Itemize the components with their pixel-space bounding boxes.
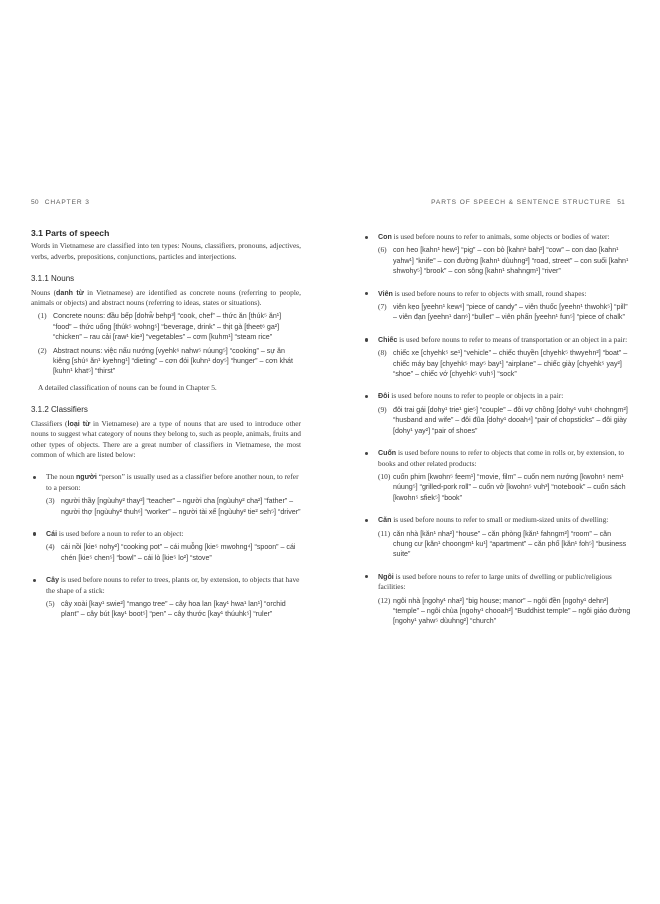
example-4	[46, 542, 301, 563]
example-number: (6)	[378, 245, 387, 255]
example-6	[378, 245, 631, 276]
bullet-con	[363, 232, 631, 242]
bullet-ngoi	[363, 572, 631, 593]
classifiers-text-before: Classifiers (	[31, 418, 68, 428]
bullet-cuon	[363, 448, 631, 469]
running-head-right	[431, 199, 631, 206]
chapter-label: CHAPTER 3	[44, 199, 90, 206]
example-text: cuốn phim [kwohn⁵ feem¹] “movie, film” – cuốn nem nướng [kwohn⁵ nem¹ núung⁵] “grilled-pork roll” – cuốn vở [kwohn⁵ vuh³] “notebook” – cuốn sách [kwohn⁵ sfiek⁵] “book”	[393, 472, 626, 502]
example-number: (1)	[38, 311, 47, 321]
bullet-text: is used before nouns to refer to objects that come in rolls or, by extension, to books and other related products:	[378, 448, 625, 468]
example-text: Concrete nouns: đầu bếp [dohw̃ behp³] “cook, chef” – thức ăn [thúk⁵ ăn¹] “food” – thức uống [thúk⁵ wohng⁵] “beverage, drink” – thịt gà [theet⁶ ga²] “chicken” – rau cải [raw¹ kie³] “vegetables” – cơm [kuhm¹] “steam rice”	[53, 312, 282, 342]
example-12	[378, 596, 631, 627]
example-number: (9)	[378, 404, 387, 414]
example-2	[38, 346, 301, 377]
example-11	[378, 529, 631, 560]
classifiers-term: loại từ	[67, 419, 91, 428]
example-text: cái nồi [kie⁵ nohy²] “cooking pot” – cái muỗng [kie⁵ mwohng⁴] “spoon” – cái chén [kie⁵ chen⁵] “bowl” – cái lò [kie⁵ lo²] “stove”	[61, 543, 296, 562]
example-text: cây xoài [kay¹ swie²] “mango tree” – cây hoa lan [kay¹ hwa¹ lan¹] “orchid plant” – cây bút [kay¹ boot⁵] “pen” – cây thước [kay¹ thúuhk⁵] “ruler”	[61, 599, 286, 619]
example-number: (2)	[38, 345, 47, 355]
nouns-term: danh từ	[56, 288, 84, 297]
example-number: (8)	[378, 348, 387, 358]
bullet-doi	[363, 391, 631, 401]
example-3	[46, 496, 301, 517]
bullet-term: Viên	[378, 289, 393, 298]
example-number: (10)	[378, 471, 391, 481]
bullet-text: is used before nouns to refer to trees, plants or, by extension, to objects that have the shape of a stick:	[46, 575, 300, 595]
nouns-text-after: in Vietnamese) are identified as concrete nouns (referring to people, animals or objects) and abstract nouns (referring to ideas, states or situations).	[31, 287, 301, 308]
bullet-cai	[31, 529, 301, 539]
bullet-text: is used before nouns to refer to means of transportation or an object in a pair:	[397, 334, 628, 344]
right-page	[363, 214, 631, 630]
subsection-heading-nouns: 3.1.1 Nouns	[31, 274, 75, 284]
section-heading-parts-of-speech: 3.1 Parts of speech	[31, 228, 110, 238]
bullet-text: is used before nouns to refer to objects with small, round shapes:	[392, 288, 587, 298]
bullet-term: Cây	[46, 576, 60, 585]
nouns-text-before: Nouns (	[31, 287, 57, 297]
example-number: (4)	[46, 542, 55, 552]
bullet-text: is used before nouns to refer to people or objects in a pair:	[389, 391, 564, 401]
bullet-nguoi	[31, 472, 301, 493]
nouns-paragraph	[31, 288, 301, 309]
bullet-text: “person” is usually used as a classifier before another noun, to refer to a person:	[46, 472, 299, 492]
example-text: Abstract nouns: việc nấu nướng [vyehk⁶ nahw⁵ núung⁵] “cooking” – sự ăn kiêng [shú⁶ ăn¹ kyehng¹] “dieting” – cơn đói [kuhn¹ doy⁵] “hunger” – cơn khát [kuhn¹ khat⁵] “thirst”	[53, 346, 293, 376]
example-number: (3)	[46, 496, 55, 506]
page-number-left: 50	[31, 199, 39, 206]
bullet-chiec	[363, 335, 631, 345]
bullet-vien	[363, 289, 631, 299]
example-7	[378, 302, 631, 323]
example-text: chiếc xe [chyehk⁵ se¹] “vehicle” – chiếc thuyền [chyehk⁵ thwyehn²] “boat” – chiếc máy bay [chyehk⁵ may⁵ bay¹] “airplane” – chiếc giày [chyehk⁵ yay²] “shoe” – chiếc vớ [chyehk⁵ vuh⁵] “sock”	[393, 349, 628, 379]
example-number: (7)	[378, 302, 387, 312]
intro-paragraph: Words in Vietnamese are classified into ten types: Nouns, classifiers, pronouns, adjectives, verbs, adverbs, prepositions, conjunctions, particles and interjections.	[31, 241, 301, 261]
example-text: đôi trai gái [dohy¹ trie¹ gie⁵] “couple” – đôi vợ chồng [dohy¹ vuh⁶ chohngm²] “husband and wife” – đôi đũa [dohy¹ dooah⁴] “pair of chopsticks” – đôi giày [dohy¹ yay²] “pair of shoes”	[393, 405, 628, 435]
bullet-term: người	[75, 473, 97, 482]
bullet-text: is used before nouns to refer to small or medium-sized units of dwelling:	[391, 515, 609, 525]
example-number: (11)	[378, 528, 391, 538]
bullet-text: is used before a noun to refer to an object:	[57, 528, 184, 538]
bullet-can	[363, 515, 631, 525]
page-number-right: 51	[617, 199, 625, 206]
bullet-term: Cái	[46, 529, 58, 538]
bullet-text: is used before nouns to refer to animals, some objects or bodies of water:	[391, 232, 610, 241]
example-9	[378, 405, 631, 436]
nouns-note: A detailed classification of nouns can be found in Chapter 5.	[38, 382, 217, 392]
bullet-term: Đôi	[378, 392, 390, 401]
bullet-term: Con	[378, 233, 392, 241]
running-head-left	[31, 199, 90, 206]
example-text: người thầy [ngùuhy² thay²] “teacher” – người cha [ngùuhy² cha²] “father” – người thợ [ngùuhy² thuh⁶] “worker” – người tài xế [ngùuhy² tie² seh⁵] “driver”	[61, 497, 301, 516]
example-text: con heo [kahn¹ hew¹] “pig” – con bò [kahn¹ bah²] “cow” – con dao [kahn¹ yahw¹] “knife” – con đường [kahn¹ dùuhng²] “road, street” – con suối [kahn¹ shwohy⁵] “brook” – con sông [kahn¹ shahngm¹] “river”	[393, 246, 629, 276]
bullet-term: Căn	[378, 516, 392, 525]
example-number: (12)	[378, 595, 391, 605]
example-10	[378, 472, 631, 503]
subsection-heading-classifiers: 3.1.2 Classifiers	[31, 405, 88, 415]
example-5	[46, 599, 301, 620]
example-8	[378, 348, 631, 379]
section-running-title: PARTS OF SPEECH & SENTENCE STRUCTURE	[431, 199, 612, 206]
bullet-term: Ngôi	[378, 572, 394, 581]
example-text: viên kẹo [yeehn¹ kew⁶] “piece of candy” – viên thuốc [yeehn¹ thwohk⁵] “pill” – viên đạn [yeehn¹ dan⁶] “bullet” – viên phấn [yeehn¹ fun⁵] “piece of chalk”	[393, 303, 628, 322]
classifiers-paragraph	[31, 419, 301, 461]
example-text: căn nhà [kăn¹ nha²] “house” – căn phòng [kăn¹ fahngm²] “room” – căn chung cư [kăn¹ choongm¹ ku¹] “apartment” – căn phố [kăn¹ foh⁵] “business suite”	[393, 529, 627, 559]
left-page	[31, 214, 301, 623]
example-text: ngôi nhà [ngohy¹ nha²] “big house; manor” – ngôi đền [ngohy¹ dehn²] “temple” – ngôi chùa [ngohy¹ chooah²] “Buddhist temple” – ngôi giáo đường [ngohy¹ yahw⁵ dùuhng²] “church”	[393, 596, 631, 626]
bullet-text: The noun	[46, 472, 76, 482]
example-number: (5)	[46, 598, 55, 608]
bullet-cay	[31, 575, 301, 596]
example-1	[38, 311, 301, 342]
classifiers-text-after: in Vietnamese) are a type of nouns that are used to introduce other nouns to suggest what category of nouns they belong to, such as people, animals, fruits and other types of objects. There are a great number of classifiers in Vietnamese, the most common of which are listed below:	[31, 418, 301, 459]
bullet-term: Cuốn	[378, 449, 397, 458]
bullet-term: Chiếc	[378, 335, 398, 344]
bullet-text: is used before nouns to refer to large units of dwelling or public/religious facilities:	[378, 571, 612, 592]
